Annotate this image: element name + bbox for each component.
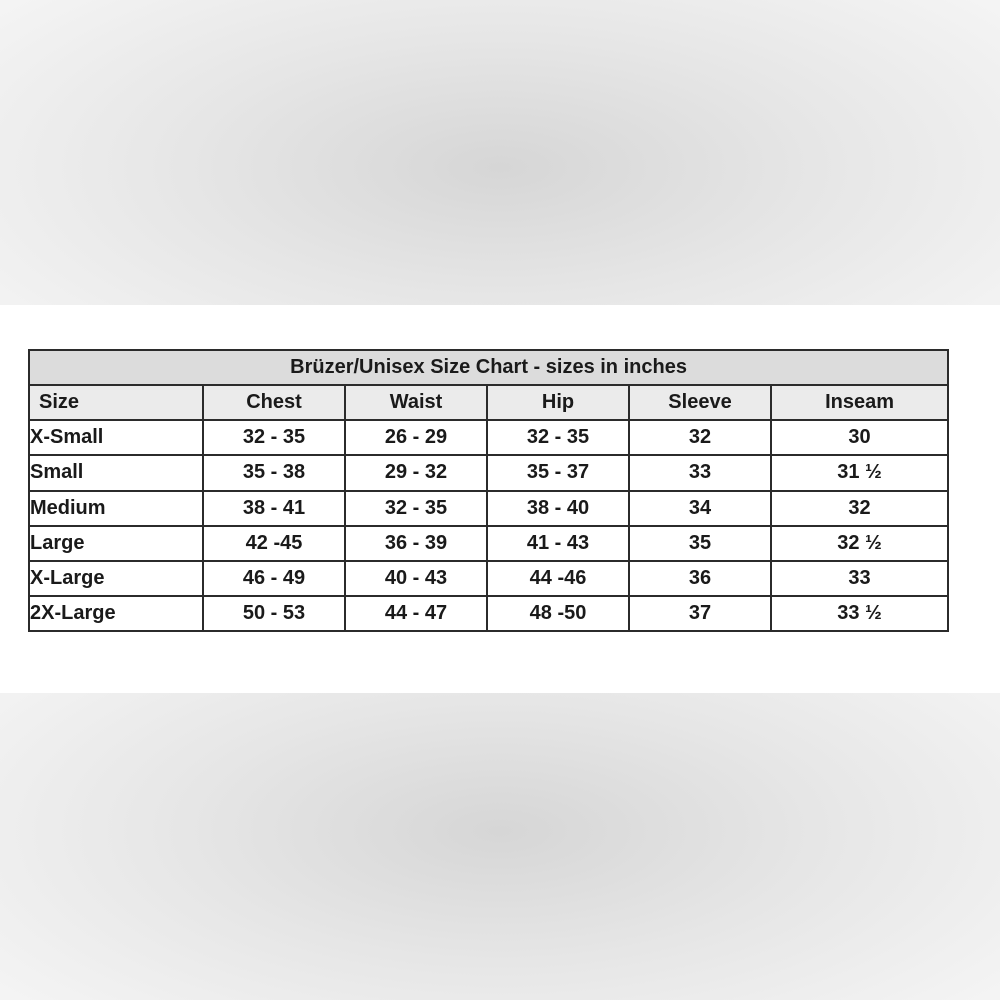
chest-cell: 42 -45 — [203, 526, 345, 561]
sleeve-cell: 37 — [629, 596, 771, 631]
waist-cell: 29 - 32 — [345, 455, 487, 490]
column-header-size: Size — [29, 385, 203, 420]
column-header-sleeve: Sleeve — [629, 385, 771, 420]
size-cell: X-Small — [29, 420, 203, 455]
chest-cell: 46 - 49 — [203, 561, 345, 596]
column-header-inseam: Inseam — [771, 385, 948, 420]
column-header-hip: Hip — [487, 385, 629, 420]
bottom-gray-backdrop — [0, 693, 1000, 1000]
inseam-cell: 31 ½ — [771, 455, 948, 490]
table-row — [29, 455, 948, 490]
size-cell: X-Large — [29, 561, 203, 596]
size-cell: 2X-Large — [29, 596, 203, 631]
chest-cell: 38 - 41 — [203, 491, 345, 526]
size-cell: Large — [29, 526, 203, 561]
column-header-waist: Waist — [345, 385, 487, 420]
table-row — [29, 491, 948, 526]
waist-cell: 32 - 35 — [345, 491, 487, 526]
sleeve-cell: 33 — [629, 455, 771, 490]
hip-cell: 44 -46 — [487, 561, 629, 596]
waist-cell: 40 - 43 — [345, 561, 487, 596]
hip-cell: 48 -50 — [487, 596, 629, 631]
top-gray-backdrop — [0, 0, 1000, 305]
waist-cell: 44 - 47 — [345, 596, 487, 631]
size-cell: Small — [29, 455, 203, 490]
title-row — [29, 350, 948, 385]
chest-cell: 50 - 53 — [203, 596, 345, 631]
header-row — [29, 385, 948, 420]
waist-cell: 36 - 39 — [345, 526, 487, 561]
chest-cell: 32 - 35 — [203, 420, 345, 455]
waist-cell: 26 - 29 — [345, 420, 487, 455]
table-row — [29, 526, 948, 561]
size-chart-title: Brüzer/Unisex Size Chart - sizes in inches — [29, 350, 948, 385]
inseam-cell: 32 ½ — [771, 526, 948, 561]
inseam-cell: 32 — [771, 491, 948, 526]
inseam-cell: 33 ½ — [771, 596, 948, 631]
table-row — [29, 420, 948, 455]
sleeve-cell: 36 — [629, 561, 771, 596]
size-cell: Medium — [29, 491, 203, 526]
hip-cell: 41 - 43 — [487, 526, 629, 561]
size-rows — [29, 420, 948, 631]
size-chart-table — [28, 349, 949, 632]
hip-cell: 32 - 35 — [487, 420, 629, 455]
sleeve-cell: 35 — [629, 526, 771, 561]
chest-cell: 35 - 38 — [203, 455, 345, 490]
inseam-cell: 33 — [771, 561, 948, 596]
inseam-cell: 30 — [771, 420, 948, 455]
sleeve-cell: 32 — [629, 420, 771, 455]
hip-cell: 35 - 37 — [487, 455, 629, 490]
sleeve-cell: 34 — [629, 491, 771, 526]
table-row — [29, 596, 948, 631]
hip-cell: 38 - 40 — [487, 491, 629, 526]
column-header-chest: Chest — [203, 385, 345, 420]
table-row — [29, 561, 948, 596]
